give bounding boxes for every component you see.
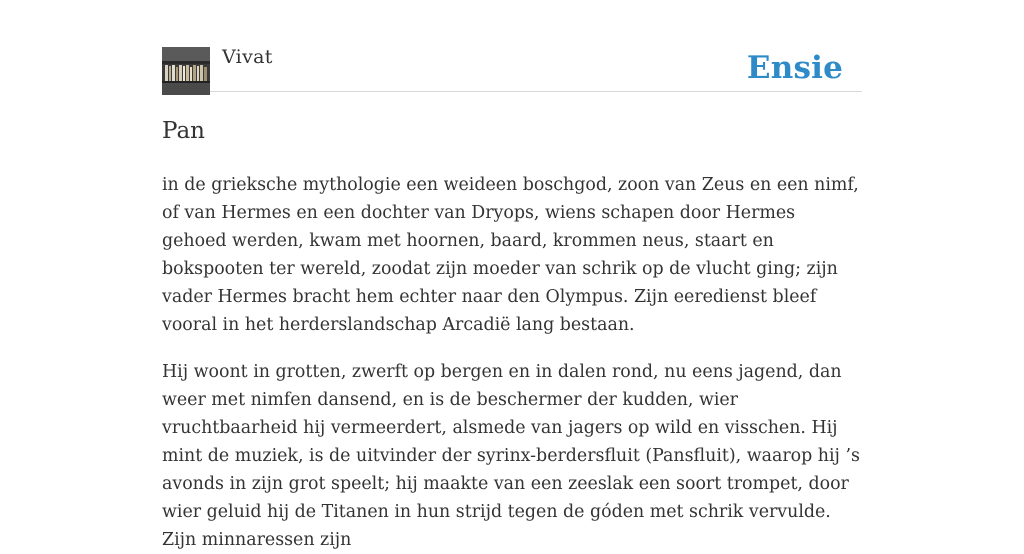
brand-logo[interactable]: Ensie: [746, 50, 843, 86]
article-container: [162, 0, 862, 554]
avatar[interactable]: [162, 47, 210, 95]
article-paragraph: Hij woont in grotten, zwerft op bergen en in dalen rond, nu eens jagend, dan weer met nimfen dansend, en is de beschermer der kudden, wier vruchtbaarheid hij vermeerdert, alsmede van jagers op wild en visschen. Hij mint de muziek, is de uitvinder der syrinx-berdersfluit (Pansfluit), waarop hij ’s avonds in zijn grot speelt; hij maakte van een zeeslak een soort trompet, door wier geluid hij de Titanen in hun strijd tegen de góden met schrik vervulde. Zijn minnaressen zijn: [162, 362, 860, 550]
article-paragraph: in de grieksche mythologie een weideen boschgod, zoon van Zeus en een nimf, of van Hermes en een dochter van Dryops, wiens schapen door Hermes gehoed werden, kwam met hoornen, baard, krommen neus, staart en bokspooten ter wereld, zoodat zijn moeder van schrik op de vlucht ging; zijn vader Hermes bracht hem echter naar den Olympus. Zijn eeredienst bleef vooral in het herderslandschap Arcadië lang bestaan.: [162, 175, 859, 335]
article-body: [162, 171, 862, 554]
header: [162, 0, 862, 92]
article-title: Pan: [162, 118, 205, 144]
bookshelf-avatar-image: [162, 47, 210, 95]
author-name[interactable]: Vivat: [222, 46, 273, 68]
